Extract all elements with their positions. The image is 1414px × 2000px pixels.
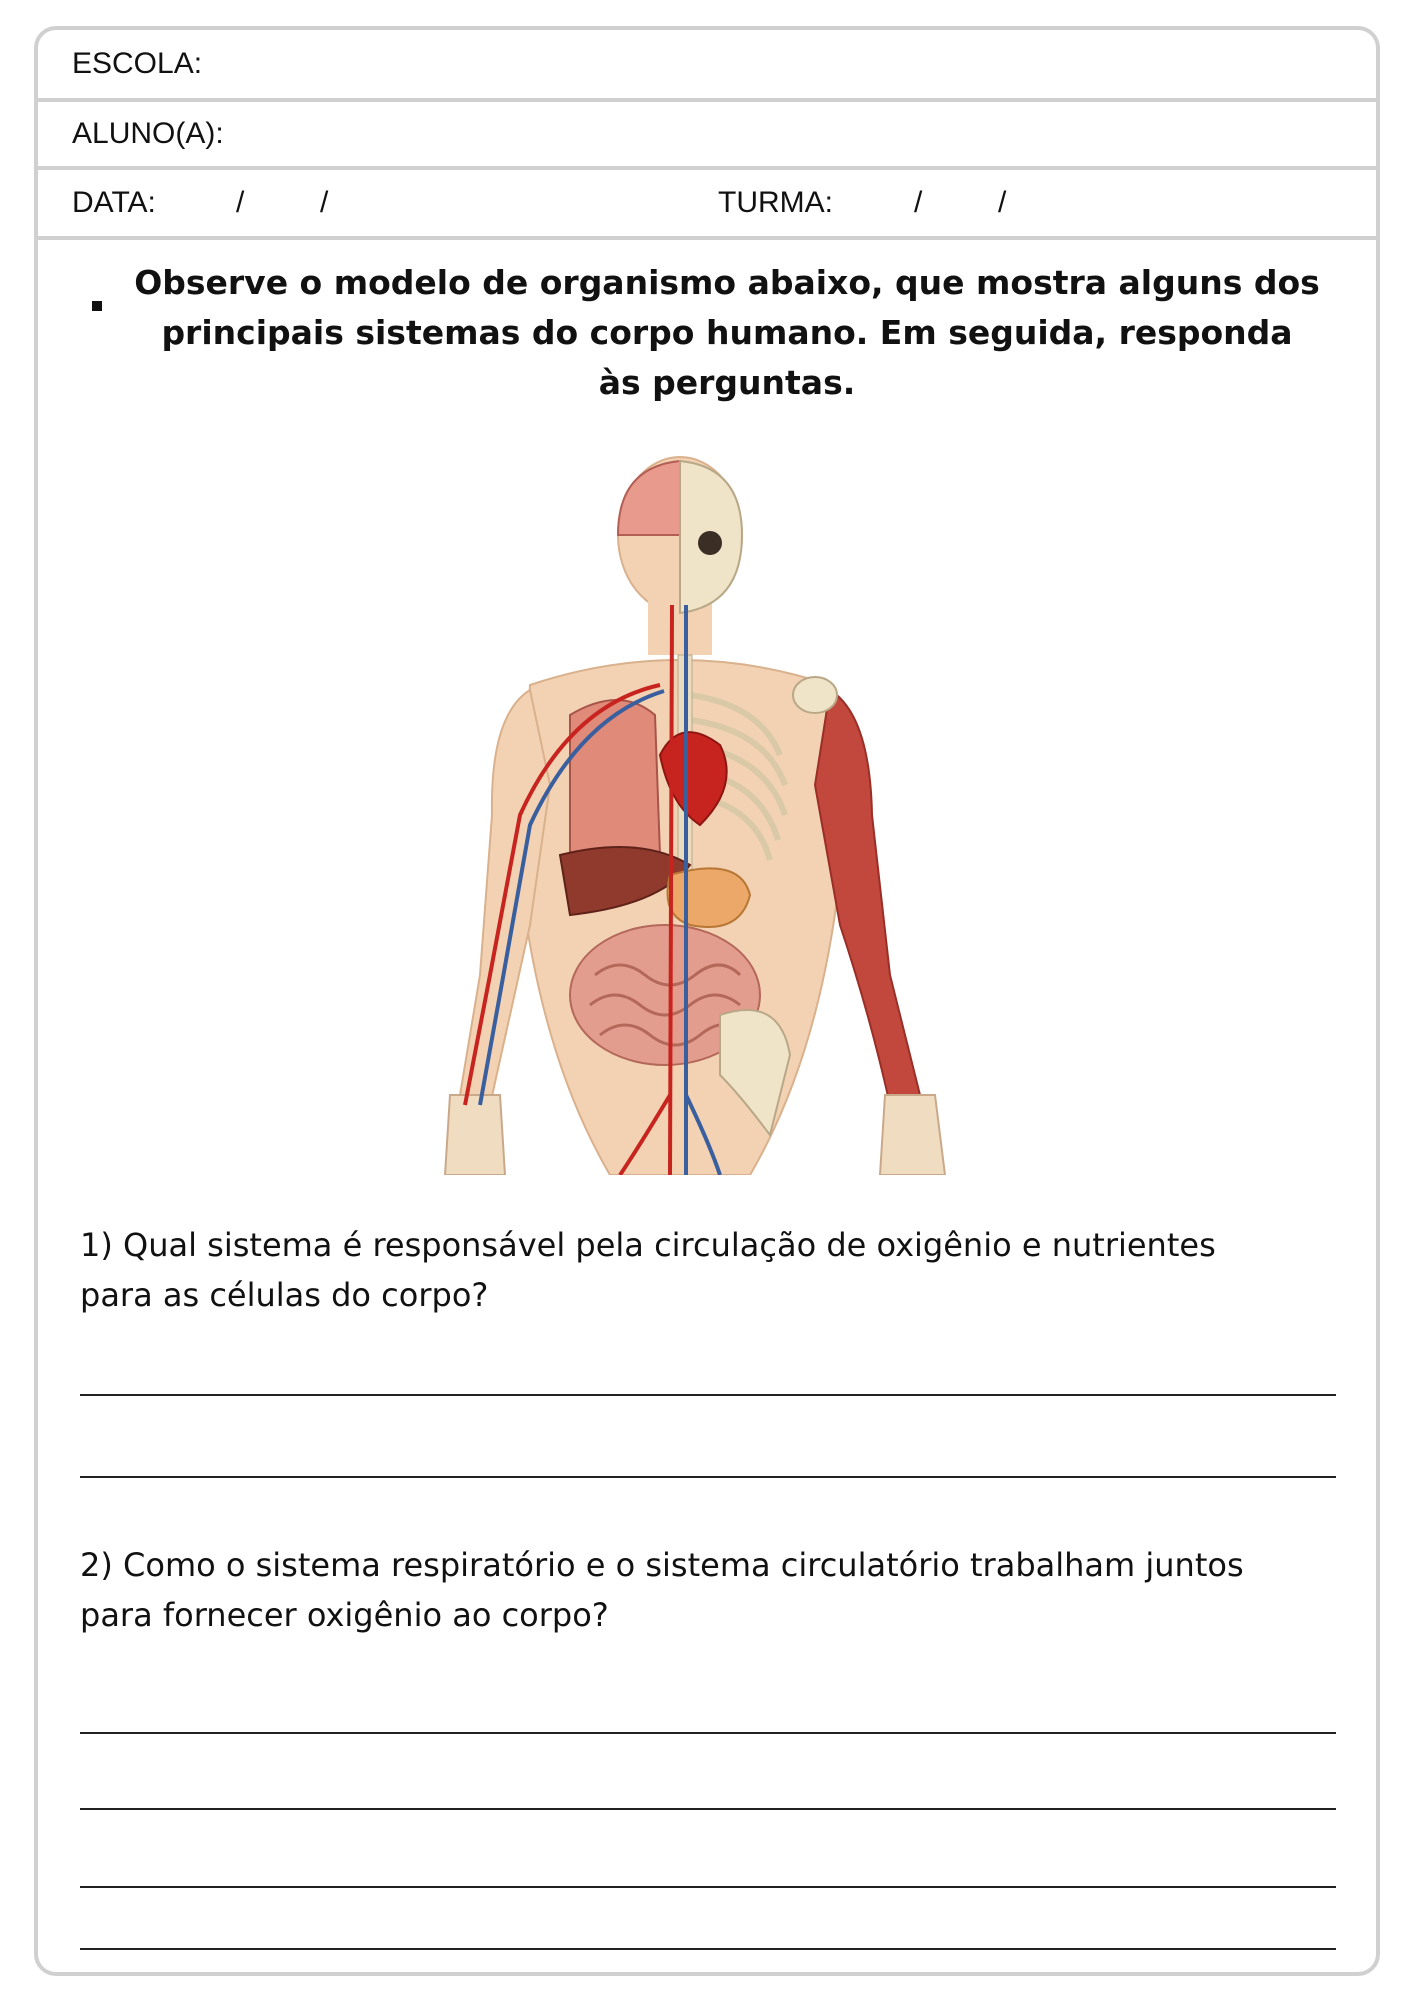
class-slash-1: / (914, 186, 923, 219)
answer-line-1b[interactable] (80, 1476, 1336, 1478)
shoulder-bone (793, 677, 837, 713)
school-row[interactable] (38, 30, 1376, 102)
stomach (668, 868, 751, 927)
question-2-line-2: para fornecer oxigênio ao corpo? (80, 1596, 609, 1634)
answer-line-2a[interactable] (80, 1732, 1336, 1734)
school-label: ESCOLA: (72, 47, 203, 80)
instruction-line-3: às perguntas. (598, 363, 856, 402)
class-slash-2: / (998, 186, 1007, 219)
instruction-line-2: principais sistemas do corpo humano. Em seguida, responda (161, 313, 1293, 352)
question-1 (80, 1220, 1280, 1320)
date-slash-2: / (320, 186, 329, 219)
class-label: TURMA: (718, 186, 833, 219)
instruction-text (100, 258, 1354, 408)
date-class-row[interactable] (38, 170, 1376, 240)
date-slash-1: / (236, 186, 245, 219)
answer-line-2d[interactable] (80, 1948, 1336, 1950)
instruction-line-1: Observe o modelo de organismo abaixo, que mostra alguns dos (134, 263, 1320, 302)
date-label: DATA: (72, 186, 156, 219)
answer-line-2c[interactable] (80, 1886, 1336, 1888)
brain-half (618, 461, 680, 535)
question-2-line-1: 2) Como o sistema respiratório e o sistema circulatório trabalham juntos (80, 1546, 1244, 1584)
skull-eye (698, 531, 722, 555)
student-label: ALUNO(A): (72, 117, 224, 150)
question-1-line-2: para as células do corpo? (80, 1276, 489, 1314)
human-anatomy-illustration (420, 455, 980, 1175)
question-1-line-1: 1) Qual sistema é responsável pela circulação de oxigênio e nutrientes (80, 1226, 1216, 1264)
answer-line-1a[interactable] (80, 1394, 1336, 1396)
question-2 (80, 1540, 1280, 1640)
student-row[interactable] (38, 102, 1376, 170)
answer-line-2b[interactable] (80, 1808, 1336, 1810)
